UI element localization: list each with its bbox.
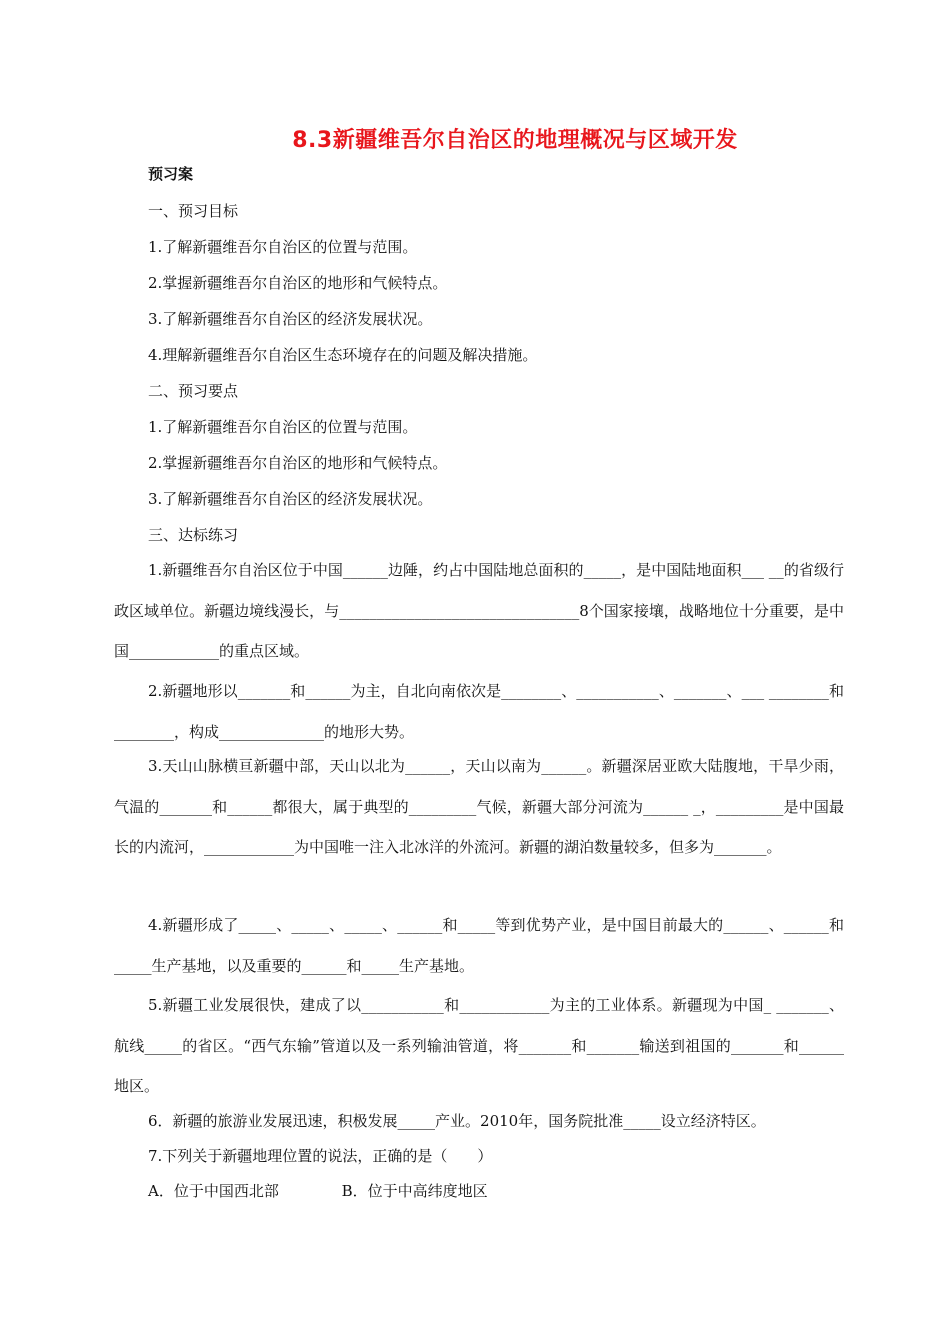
option-b: B．位于中高纬度地区 [341,1182,488,1200]
question-6: 6．新疆的旅游业发展迅速，积极发展_____产业。2010年，国务院批准_____设立经济特区。 [148,1112,766,1130]
question-4: 4.新疆形成了_____、_____、_____、______和_____等到优势产业，是中国目前最大的______、______和_____生产基地，以及重要的______和_____生产基地。 [114,916,844,975]
key-points-heading: 二、预习要点 [148,382,239,400]
question-7: 7.下列关于新疆地理位置的说法，正确的是（ ） [148,1147,493,1165]
question-5: 5.新疆工业发展很快，建成了以___________和____________为主的工业体系。新疆现为中国_ _______、航线_____的省区。“西气东输”管道以及一系列输油管道，将_______和_______输送到祖国的_______和______地区。 [114,996,844,1095]
question-2: 2.新疆地形以_______和______为主，自北向南依次是________、___________、_______、___ ________和________，构成______________的地形大势。 [114,682,844,741]
key-point-item-1: 1.了解新疆维吾尔自治区的位置与范围。 [148,418,418,436]
question-3: 3.天山山脉横亘新疆中部，天山以北为______，天山以南为______。新疆深居亚欧大陆腹地，干旱少雨，气温的_______和______都很大，属于典型的_________气候，新疆大部分河流为______ _，_________是中国最长的内流河，____________为中国唯一注入北冰洋的外流河。新疆的湖泊数量较多，但多为_______。 [114,757,844,856]
objective-item-1: 1.了解新疆维吾尔自治区的位置与范围。 [148,238,418,256]
option-a: A．位于中国西北部 [148,1182,279,1200]
key-point-item-3: 3.了解新疆维吾尔自治区的经济发展状况。 [148,490,433,508]
document-title: 8.3新疆维吾尔自治区的地理概况与区域开发 [292,128,738,153]
question-7-options [148,1180,488,1201]
objective-item-3: 3.了解新疆维吾尔自治区的经济发展状况。 [148,310,433,328]
key-point-item-2: 2.掌握新疆维吾尔自治区的地形和气候特点。 [148,454,448,472]
objective-item-2: 2.掌握新疆维吾尔自治区的地形和气候特点。 [148,274,448,292]
section-title: 预习案 [148,165,194,183]
objectives-heading: 一、预习目标 [148,202,239,220]
exercises-heading: 三、达标练习 [148,526,239,544]
question-1: 1.新疆维吾尔自治区位于中国______边陲，约占中国陆地总面积的_____，是中国陆地面积___ __的省级行政区域单位。新疆边境线漫长，与________________________________8个国家接壤，战略地位十分重要，是中国____________的重点区域。 [114,561,844,660]
objective-item-4: 4.理解新疆维吾尔自治区生态环境存在的问题及解决措施。 [148,346,538,364]
